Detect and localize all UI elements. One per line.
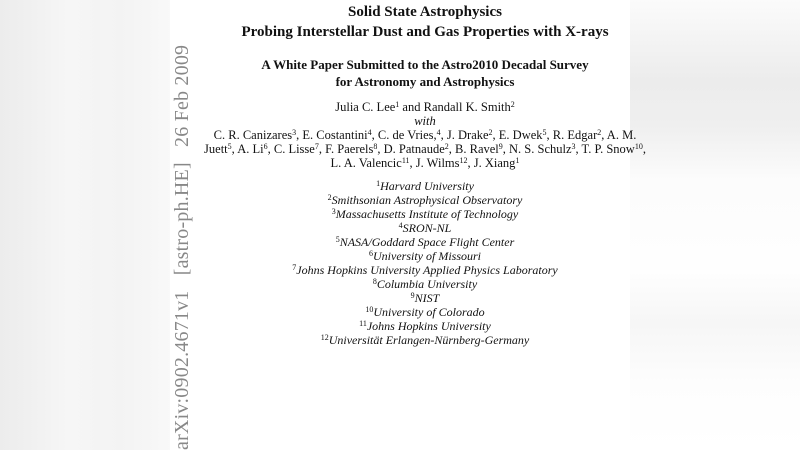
author-affiliation-mark: 9 xyxy=(498,142,503,151)
author-name: D. Patnaude xyxy=(383,142,445,156)
author-name: R. Edgar xyxy=(552,128,598,142)
author-name: Randall K. Smith xyxy=(423,100,511,114)
author-name: N. S. Schulz xyxy=(509,142,572,156)
author-name: C. Lisse xyxy=(273,142,315,156)
affiliation-item xyxy=(200,221,650,235)
author-name: F. Paerels xyxy=(325,142,374,156)
paper-subtitle-line-1: A White Paper Submitted to the Astro2010 Decadal Survey xyxy=(261,57,589,72)
coauthor-line-3: L. A. Valencic$^{11}$, J. Wilms$^{12}$, J. Xiang$^1$ xyxy=(330,156,520,170)
author-name: J. Drake xyxy=(446,128,489,142)
arxiv-date: 26 Feb 2009 xyxy=(171,44,193,147)
author-name: A. M. xyxy=(606,128,637,142)
blurred-background-right xyxy=(630,0,800,450)
author-name: J. Wilms xyxy=(415,156,460,170)
author-name: C. de Vries, xyxy=(377,128,437,142)
affiliation-name: Columbia University xyxy=(376,277,478,291)
affiliation-name: Harvard University xyxy=(380,179,474,193)
affiliation-name: SRON-NL xyxy=(402,221,452,235)
title-block xyxy=(200,0,650,347)
affiliation-item xyxy=(200,277,650,291)
affiliation-item xyxy=(200,193,650,207)
author-name: L. A. Valencic xyxy=(330,156,402,170)
author-affiliation-mark: 12 xyxy=(459,156,468,165)
affiliation-item xyxy=(200,319,650,333)
affiliation-name: Johns Hopkins University Applied Physics Laboratory xyxy=(296,263,558,277)
author-name: Julia C. Lee xyxy=(335,100,396,114)
author-name: E. Dwek xyxy=(498,128,543,142)
affiliations-list xyxy=(200,179,650,347)
blurred-background-left xyxy=(0,0,172,450)
affiliation-name: NIST xyxy=(414,291,440,305)
author-affiliation-mark: 11 xyxy=(401,156,410,165)
author-affiliation-mark: 6 xyxy=(263,142,268,151)
affiliation-name: Universität Erlangen-Nürnberg-Germany xyxy=(328,333,530,347)
paper-title-line-1: Solid State Astrophysics xyxy=(348,4,502,20)
author-affiliation-mark: 5 xyxy=(542,128,547,137)
author-affiliation-mark: 4 xyxy=(367,128,372,137)
affiliation-item xyxy=(200,235,650,249)
author-name: Juett xyxy=(204,142,228,156)
affiliation-number: 7 xyxy=(292,263,297,272)
affiliation-number: 3 xyxy=(331,207,336,216)
affiliation-number: 6 xyxy=(369,249,373,258)
lead-authors xyxy=(200,100,650,114)
coauthor-line-2: Juett$^5$, A. Li$^6$, C. Lisse$^7$, F. Paerels$^8$, D. Patnaude$^2$, B. Ravel$^9$, N. S. Schulz$^3$, T. P. Snow$^{10}$, xyxy=(204,142,646,156)
paper-title-line-2: Probing Interstellar Dust and Gas Properties with X-rays xyxy=(241,24,609,40)
affiliation-number: 12 xyxy=(320,333,329,342)
affiliation-item xyxy=(200,291,650,305)
author-name: T. P. Snow xyxy=(581,142,635,156)
affiliation-item xyxy=(200,333,650,347)
author-name: B. Ravel xyxy=(455,142,499,156)
affiliation-number: 2 xyxy=(327,193,332,202)
paper-subtitle-line-2: for Astronomy and Astrophysics xyxy=(335,74,515,89)
arxiv-category: [astro-ph.HE] xyxy=(171,162,193,276)
affiliation-number: 4 xyxy=(398,221,403,230)
author-name: A. Li xyxy=(237,142,264,156)
author-affiliation-mark: 2 xyxy=(444,142,449,151)
affiliation-name: University of Colorado xyxy=(373,305,485,319)
affiliation-number: 8 xyxy=(372,277,377,286)
author-name: J. Xiang xyxy=(473,156,516,170)
author-affiliation-mark: 8 xyxy=(373,142,378,151)
affiliation-name: University of Missouri xyxy=(373,249,481,263)
affiliation-name: Johns Hopkins University xyxy=(366,319,491,333)
affiliation-item xyxy=(200,249,650,263)
affiliation-item xyxy=(200,207,650,221)
affiliation-number: 9 xyxy=(410,291,415,300)
affiliation-item xyxy=(200,305,650,319)
author-affiliation-mark: 7 xyxy=(314,142,319,151)
arxiv-id: arXiv:0902.4671v1 xyxy=(171,290,193,450)
arxiv-stamp xyxy=(170,44,194,450)
author-affiliation-mark: 10 xyxy=(634,142,643,151)
affiliation-number: 1 xyxy=(376,179,381,188)
author-affiliation-mark: 5 xyxy=(227,142,232,151)
author-affiliation-mark: 2 xyxy=(597,128,602,137)
author-affiliation-mark: 3 xyxy=(571,142,576,151)
coauthor-line-1: C. R. Canizares$^3$, E. Costantini$^4$, C. de Vries,$^4$, J. Drake$^2$, E. Dwek$^5$, R. Edgar$^2$, A. M. xyxy=(213,128,637,142)
affiliation-number: 5 xyxy=(335,235,340,244)
affiliation-item xyxy=(200,179,650,193)
author-name: E. Costantini xyxy=(302,128,368,142)
author-affiliation-mark: 4 xyxy=(436,128,441,137)
author-join: and xyxy=(399,100,424,114)
author-affiliation-mark: 3 xyxy=(292,128,297,137)
author-name: C. R. Canizares xyxy=(213,128,293,142)
author-affiliation-mark: 1 xyxy=(515,156,520,165)
affiliation-name: Smithsonian Astrophysical Observatory xyxy=(331,193,523,207)
affiliation-name: NASA/Goddard Space Flight Center xyxy=(339,235,515,249)
author-affiliation-mark: 2 xyxy=(488,128,493,137)
affiliation-name: Massachusetts Institute of Technology xyxy=(335,207,519,221)
affiliation-number: 10 xyxy=(365,305,374,314)
author-affiliation-mark: 2 xyxy=(510,100,515,109)
affiliation-item xyxy=(200,263,650,277)
with-label: with xyxy=(414,114,436,128)
affiliation-number: 11 xyxy=(359,319,367,328)
author-affiliation-mark: 1 xyxy=(395,100,400,109)
